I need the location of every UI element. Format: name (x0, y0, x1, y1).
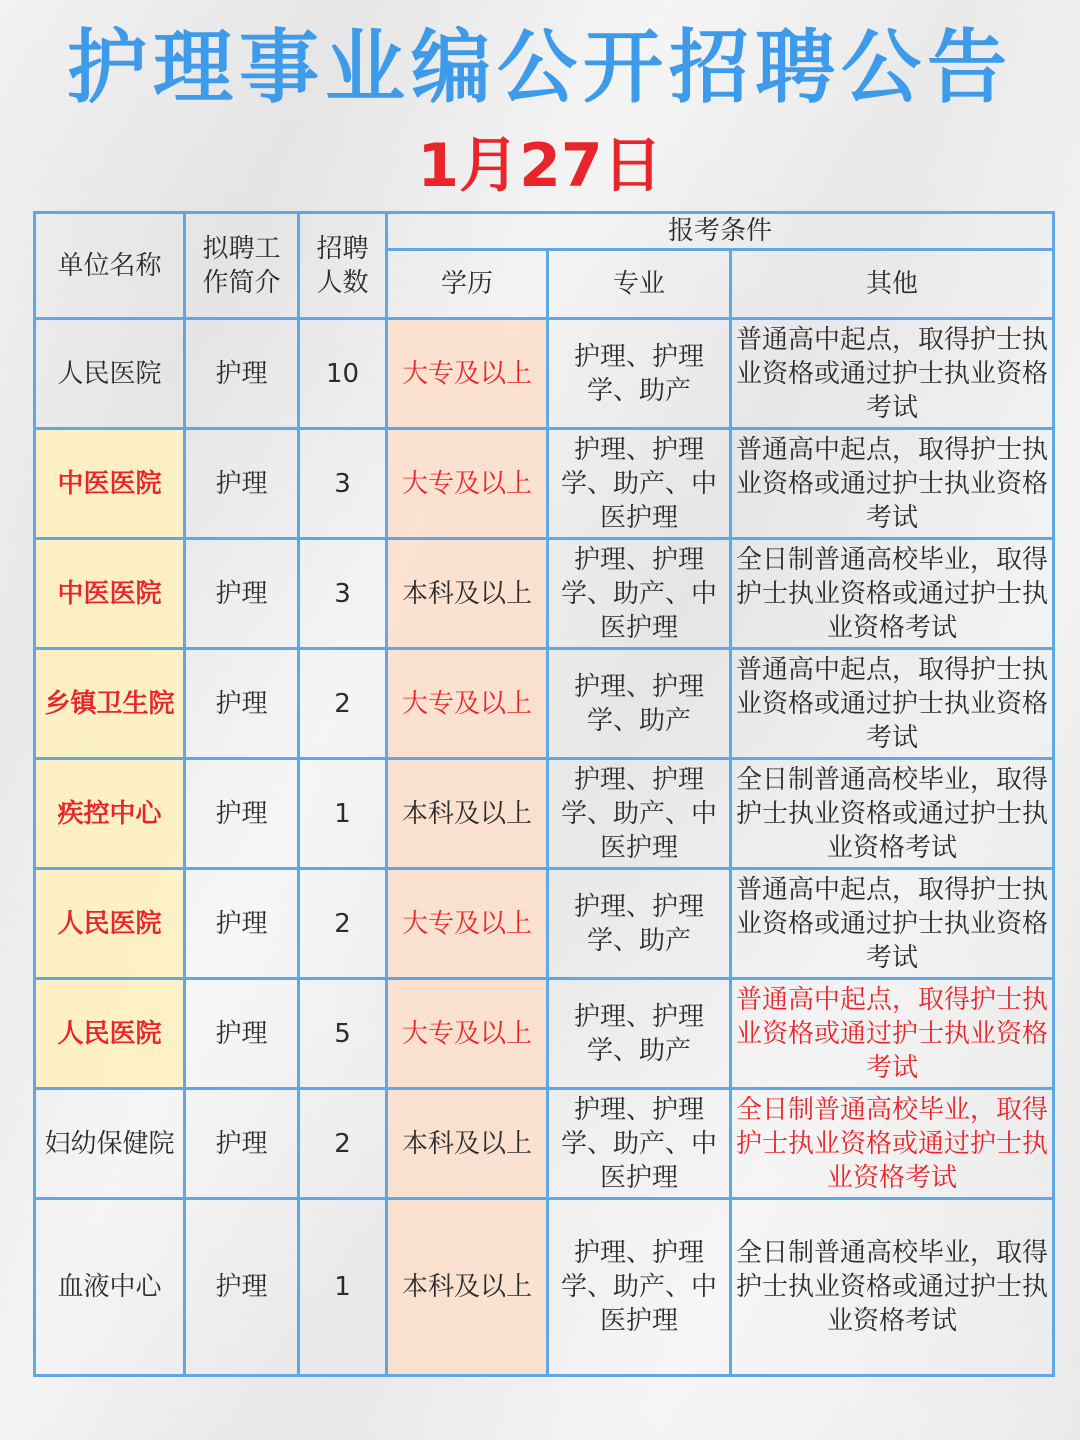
header-job: 拟聘工作简介 (185, 213, 299, 319)
other-cell: 普通高中起点，取得护士执业资格或通过护士执业资格考试 (731, 869, 1054, 979)
recruitment-table (33, 211, 1055, 1377)
header-major: 专业 (548, 250, 731, 319)
count-cell: 1 (299, 759, 387, 869)
header-unit: 单位名称 (35, 213, 185, 319)
header-other: 其他 (731, 250, 1054, 319)
major-cell: 护理、护理学、助产、中医护理 (548, 429, 731, 539)
education-cell: 大专及以上 (387, 429, 548, 539)
count-cell: 1 (299, 1199, 387, 1376)
count-cell: 2 (299, 649, 387, 759)
job-cell: 护理 (185, 319, 299, 429)
education-cell: 大专及以上 (387, 869, 548, 979)
education-cell: 本科及以上 (387, 1089, 548, 1199)
unit-cell: 中医医院 (35, 539, 185, 649)
education-cell: 本科及以上 (387, 759, 548, 869)
unit-cell: 中医医院 (35, 429, 185, 539)
unit-cell: 人民医院 (35, 869, 185, 979)
header-count: 招聘人数 (299, 213, 387, 319)
unit-cell: 人民医院 (35, 319, 185, 429)
other-cell: 全日制普通高校毕业，取得护士执业资格或通过护士执业资格考试 (731, 539, 1054, 649)
major-cell: 护理、护理学、助产 (548, 979, 731, 1089)
unit-cell: 血液中心 (35, 1199, 185, 1376)
major-cell: 护理、护理学、助产 (548, 869, 731, 979)
major-cell: 护理、护理学、助产、中医护理 (548, 1199, 731, 1376)
announcement-date: 1月27日 (417, 131, 663, 201)
page-title: 护理事业编公开招聘公告 (67, 21, 1013, 114)
unit-cell: 人民医院 (35, 979, 185, 1089)
other-cell: 普通高中起点，取得护士执业资格或通过护士执业资格考试 (731, 319, 1054, 429)
count-cell: 3 (299, 429, 387, 539)
major-cell: 护理、护理学、助产、中医护理 (548, 759, 731, 869)
major-cell: 护理、护理学、助产 (548, 319, 731, 429)
count-cell: 2 (299, 869, 387, 979)
table-row (35, 319, 1054, 429)
table-row (35, 759, 1054, 869)
count-cell: 5 (299, 979, 387, 1089)
job-cell: 护理 (185, 1089, 299, 1199)
table-row (35, 1089, 1054, 1199)
education-cell: 大专及以上 (387, 649, 548, 759)
table-row (35, 649, 1054, 759)
job-cell: 护理 (185, 539, 299, 649)
major-cell: 护理、护理学、助产、中医护理 (548, 1089, 731, 1199)
major-cell: 护理、护理学、助产 (548, 649, 731, 759)
other-cell: 普通高中起点，取得护士执业资格或通过护士执业资格考试 (731, 429, 1054, 539)
header-conditions: 报考条件 (387, 213, 1054, 250)
table-row (35, 429, 1054, 539)
unit-cell: 妇幼保健院 (35, 1089, 185, 1199)
unit-cell: 疾控中心 (35, 759, 185, 869)
unit-cell: 乡镇卫生院 (35, 649, 185, 759)
count-cell: 10 (299, 319, 387, 429)
other-cell: 全日制普通高校毕业，取得护士执业资格或通过护士执业资格考试 (731, 759, 1054, 869)
education-cell: 本科及以上 (387, 539, 548, 649)
table-row (35, 869, 1054, 979)
other-cell: 普通高中起点，取得护士执业资格或通过护士执业资格考试 (731, 979, 1054, 1089)
job-cell: 护理 (185, 649, 299, 759)
education-cell: 大专及以上 (387, 319, 548, 429)
job-cell: 护理 (185, 759, 299, 869)
job-cell: 护理 (185, 1199, 299, 1376)
other-cell: 普通高中起点，取得护士执业资格或通过护士执业资格考试 (731, 649, 1054, 759)
major-cell: 护理、护理学、助产、中医护理 (548, 539, 731, 649)
education-cell: 本科及以上 (387, 1199, 548, 1376)
count-cell: 3 (299, 539, 387, 649)
table-row (35, 979, 1054, 1089)
job-cell: 护理 (185, 979, 299, 1089)
header-education: 学历 (387, 250, 548, 319)
other-cell: 全日制普通高校毕业，取得护士执业资格或通过护士执业资格考试 (731, 1089, 1054, 1199)
other-cell: 全日制普通高校毕业，取得护士执业资格或通过护士执业资格考试 (731, 1199, 1054, 1376)
table-header-row (35, 213, 1054, 250)
job-cell: 护理 (185, 869, 299, 979)
job-cell: 护理 (185, 429, 299, 539)
table-row (35, 539, 1054, 649)
education-cell: 大专及以上 (387, 979, 548, 1089)
count-cell: 2 (299, 1089, 387, 1199)
table-row (35, 1199, 1054, 1376)
